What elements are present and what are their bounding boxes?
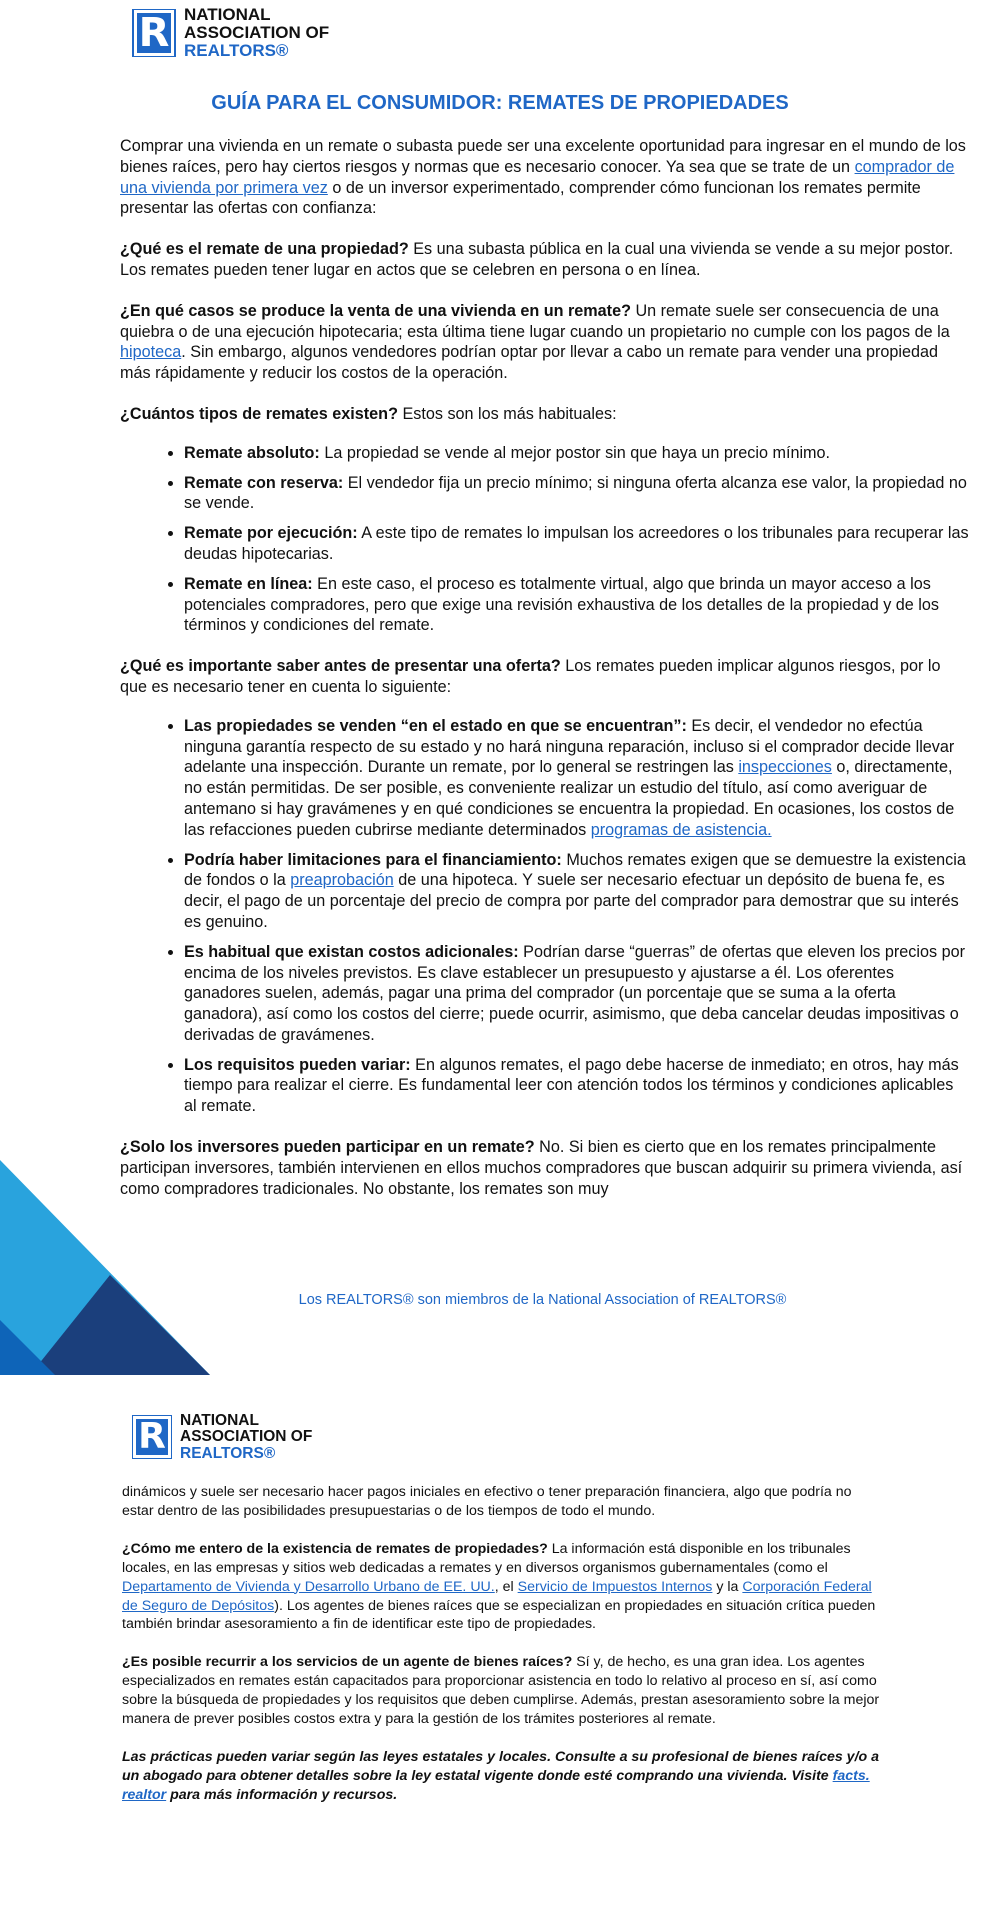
realtor-r-icon: R [132,1415,172,1459]
faq-only-investors: ¿Solo los inversores pueden participar en un remate? No. Si bien es cierto que en los remates principalmente participan inversores, también intervienen en ellos muchos compradores que buscan adquirir su primera vivienda, así como compradores tradicionales. No obstante, los remates son muy [120,1138,963,1198]
logo-line-1: NATIONAL [180,1412,259,1429]
page-title: GUÍA PARA EL CONSUMIDOR: REMATES DE PROPIEDADES [211,92,789,114]
logo-line-3: REALTORS® [184,40,289,60]
footer-text: Los REALTORS® son miembros de la National Association of REALTORS® [298,1292,787,1308]
page-2 [0,1375,1000,1925]
main-content [120,136,970,1219]
list-item: • Remate por ejecución: A este tipo de remates lo impulsan los acreedores o los tribunales para recuperar las deudas hipotecarias. [184,523,970,565]
question: ¿En qué casos se produce la venta de una vivienda en un remate? [120,301,631,320]
question: ¿Qué es importante saber antes de presentar una oferta? [120,657,561,676]
fdic-link[interactable]: Corporación Federal de Seguro de Depósitos [122,1578,872,1614]
list-item: • Remate absoluto: La propiedad se vende al mejor postor sin que haya un precio mínimo. [184,443,970,464]
list-item: • Remate con reserva: El vendedor fija un precio mínimo; si ninguna oferta alcanza ese valor, la propiedad no se vende. [184,473,970,515]
first-time-buyer-link[interactable]: comprador de una vivienda por primera vez [120,157,955,197]
list-item: • Es habitual que existan costos adicionales: Podrían darse “guerras” de ofertas que eleven los precios por encima de los niveles previstos. Es clave establecer un presupuesto y ajustarse a él. Los oferentes ganadores suelen, además, pagar una prima del comprador (un porcentaje que se suma a la oferta ganadora), así como los costos del cierre; puede ocurrir, asimismo, que deba cancelar deudas impositivas o derivadas de gravámenes. [184,942,970,1046]
closing-disclaimer: Las prácticas pueden variar según las leyes estatales y locales. Consulte a su profesional de bienes raíces y/o a un abogado para obtener detalles sobre la ley estatal vigente donde esté comprando una vivienda. Visite facts. realtor para más información y recursos. [122,1748,880,1803]
irs-link[interactable]: Servicio de Impuestos Internos [517,1578,713,1595]
before-offer-list [120,716,970,1117]
faq-real-estate-agent: ¿Es posible recurrir a los servicios de un agente de bienes raíces? Sí y, de hecho, es una gran idea. Los agentes especializados en remates están capacitados para proporcionar asistencia en todo lo relativo al proceso en sí, así como sobre la búsqueda de propiedades y los requisitos que deben cumplirse. Además, prestan asesoramiento sobre la mejor manera de prever posibles costos extra y para la gestión de los trámites posteriores al remate. [122,1654,880,1728]
realtor-r-icon: R [132,9,176,57]
decorative-triangles [0,1160,210,1375]
logo-line-1: NATIONAL [184,5,271,24]
facts-realtor-link[interactable]: facts. realtor [122,1767,870,1803]
faq-auction-types: ¿Cuántos tipos de remates existen? Estos son los más habituales: [120,404,617,423]
faq-before-offer: ¿Qué es importante saber antes de presentar una oferta? Los remates pueden implicar algunos riesgos, por lo que es necesario tener en cuenta lo siguiente: [120,657,941,696]
intro-paragraph: Comprar una vivienda en un remate o subasta puede ser una excelente oportunidad para ingresar en el mundo de los bienes raíces, pero hay ciertos riesgos y normas que es necesario conocer. Ya sea que se trate de un comprador de una vivienda por primera vez o de un inversor experimentado, comprender cómo funcionan los remates permite presentar las ofertas con confianza: [120,137,966,218]
list-item: • Podría haber limitaciones para el financiamiento: Muchos remates exigen que se demuestre la existencia de fondos o la preaprobación de una hipoteca. Y suele ser necesario efectuar un depósito de buena fe, es decir, el pago de un porcentaje del precio de compra por parte del comprador para demostrar que su interés es genuino. [184,850,970,933]
logo-line-2: ASSOCIATION OF [180,1428,313,1446]
realtor-logo [132,1413,312,1462]
assistance-programs-link[interactable]: programas de asistencia. [590,820,772,839]
list-item: • Las propiedades se venden “en el estado en que se encuentran”: Es decir, el vendedor no efectúa ninguna garantía respecto de su estado y no hará ninguna reparación, incluso si el comprador decide llevar adelante una inspección. Durante un remate, por lo general se restringen las inspecciones o, directamente, no están permitidas. De ser posible, es conveniente realizar un estudio del título, así como averiguar de antemano si hay gravámenes y en qué condiciones se encuentra la propiedad. En ocasiones, los costos de las refacciones pueden cubrirse mediante determinados programas de asistencia. [184,716,970,841]
inspections-link[interactable]: inspecciones [738,758,832,777]
question: ¿Cómo me entero de la existencia de remates de propiedades? [122,1540,548,1557]
list-item: • Los requisitos pueden variar: En algunos remates, el pago debe hacerse de inmediato; en otros, hay más tiempo para realizar el cierre. Es fundamental leer con atención todos los términos y condiciones aplicables al remate. [184,1055,970,1117]
preapproval-link[interactable]: preaprobación [290,871,394,890]
continuation-paragraph: dinámicos y suele ser necesario hacer pagos iniciales en efectivo o tener preparación financiera, algo que podría no estar dentro de las posibilidades presupuestarias o de los tiempos de todo el mundo. [122,1484,852,1519]
hud-link[interactable]: Departamento de Vivienda y Desarrollo Urbano de EE. UU. [122,1578,495,1595]
faq-how-find-auctions: ¿Cómo me entero de la existencia de remates de propiedades? La información está disponible en los tribunales locales, en las empresas y sitios web dedicadas a remates y en diversos organismos gubernamentales (como el Departamento de Vivienda y Desarrollo Urbano de EE. UU., el Servicio de Impuestos Internos y la Corporación Federal de Seguro de Depósitos). Los agentes de bienes raíces que se especializan en propiedades en situación crítica pueden también brindar asesoramiento a fin de identificar este tipo de propiedades. [122,1540,876,1633]
realtor-logo [132,6,329,60]
faq-when-auction: ¿En qué casos se produce la venta de una vivienda en un remate? Un remate suele ser consecuencia de una quiebra o de una ejecución hipotecaria; esta última tiene lugar cuando un propietario no cumple con los pagos de la hipoteca. Sin embargo, algunos vendedores podrían optar por llevar a cabo un remate para vender una propiedad más rápidamente y reducir los costos de la operación. [120,301,950,383]
logo-line-2: ASSOCIATION OF [184,22,330,42]
question: ¿Es posible recurrir a los servicios de un agente de bienes raíces? [122,1654,573,1671]
faq-what-is-auction: ¿Qué es el remate de una propiedad? Es una subasta pública en la cual una vivienda se vende a su mejor postor. Los remates pueden tener lugar en actos que se celebren en persona o en línea. [120,240,954,279]
list-item: • Remate en línea: En este caso, el proceso es totalmente virtual, algo que brinda un mayor acceso a los potenciales compradores, pero que exige una revisión exhaustiva de los detalles de la propiedad y de los términos y condiciones del remate. [184,574,970,636]
logo-line-3: REALTORS® [180,1444,276,1462]
mortgage-link[interactable]: hipoteca [120,343,182,362]
question: ¿Solo los inversores pueden participar en un remate? [120,1138,535,1157]
auction-types-list [120,443,970,636]
question: ¿Qué es el remate de una propiedad? [120,240,409,259]
main-content-page-2 [122,1483,882,1824]
question: ¿Cuántos tipos de remates existen? [120,404,398,423]
